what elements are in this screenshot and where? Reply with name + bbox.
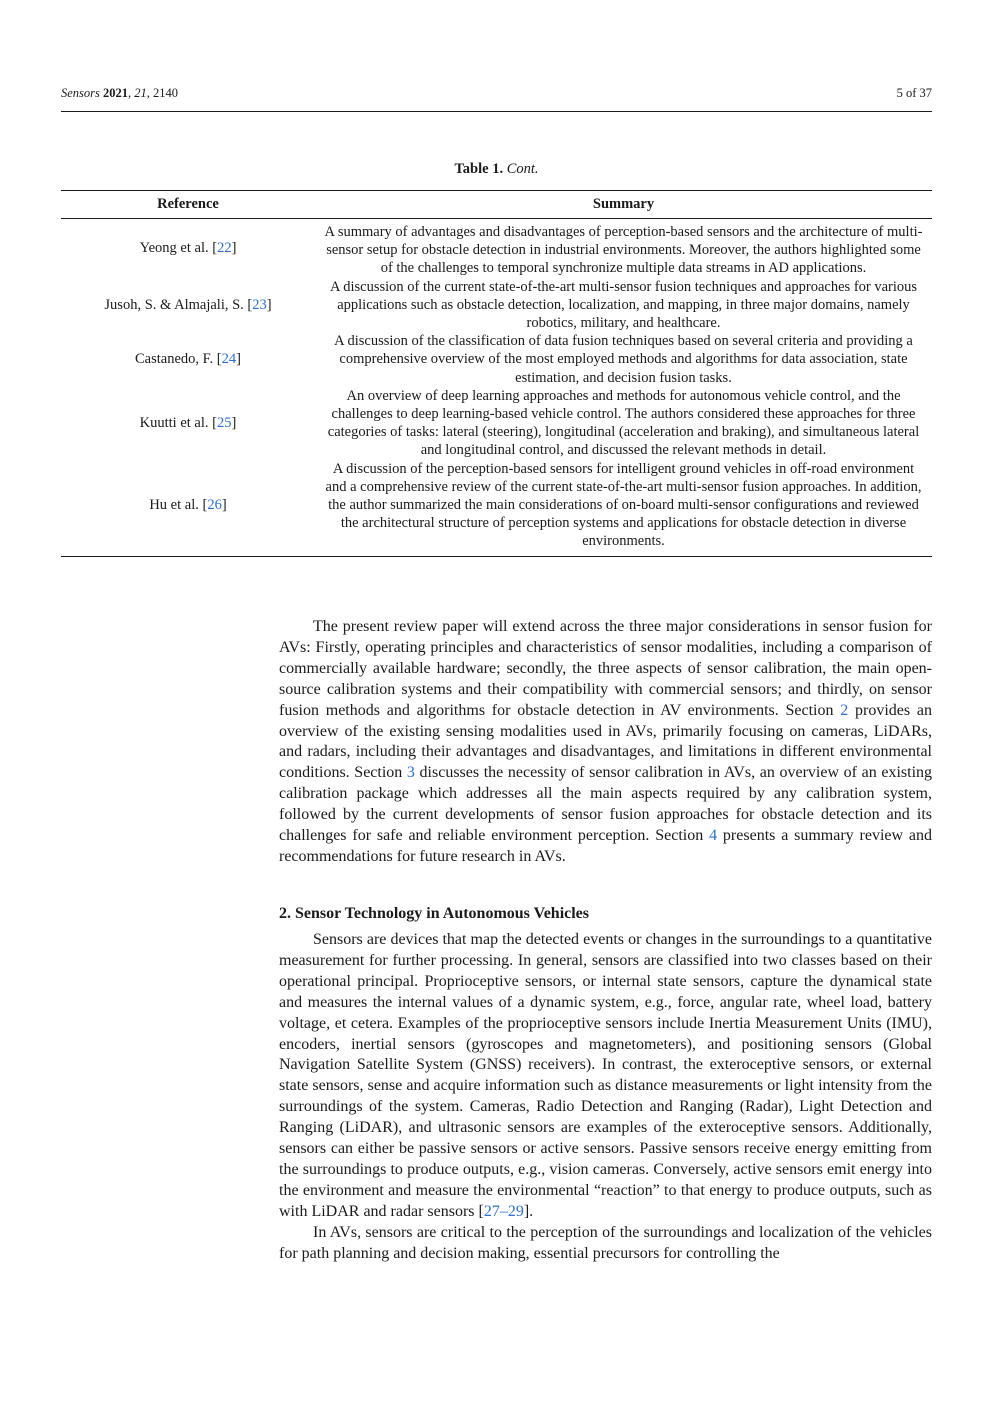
reference-cell: Jusoh, S. & Almajali, S. [23] bbox=[104, 296, 272, 313]
journal-name: Sensors bbox=[61, 86, 100, 100]
paragraph-text: Sensors are devices that map the detected events or changes in the surroundings to a quantitative measurement for further processing. In general, sensors are classified into two classes based on their operational principal. Proprioceptive sensors, or internal state sensors, capture the dynamical state and measures the internal values of a dynamic system, e.g., force, angular rate, wheel load, battery voltage, et cetera. Examples of the proprioceptive sensors include Inertia Measurement Units (IMU), encoders, inertial sensors (gyroscopes and magnetometers), and positioning sensors (Global Navigation Satellite System (GNSS) receivers). In contrast, the exteroceptive sensors, or external state sensors, sense and acquire information such as distance measurements or light intensity from the surroundings of the system. Cameras, Radio Detection and Ranging (Radar), Light Detection and Ranging (LiDAR), and ultrasonic sensors are examples of the exteroceptive sensors. Additionally, sensors can either be passive sensors or active sensors. Passive sensors receive energy emitting from the surroundings to produce outputs, e.g., vision cameras. Conversely, active sensors emit energy into the environment and measure the environmental “reaction” to that energy to produce outputs, such as with LiDAR and radar sensors [ bbox=[279, 931, 932, 1220]
reference-text: Yeong et al. [ bbox=[139, 240, 218, 257]
intro-text bbox=[279, 617, 932, 868]
intro-text-segment: presents a summary review and recommendations for future research in AVs. bbox=[279, 827, 932, 865]
reference-text: Jusoh, S. & Almajali, S. [ bbox=[104, 296, 253, 313]
section-link-4[interactable]: 4 bbox=[709, 827, 718, 845]
column-header-summary: Summary bbox=[315, 191, 932, 219]
citation-link[interactable]: 29 bbox=[507, 1202, 524, 1220]
section-link-3[interactable]: 3 bbox=[406, 764, 415, 782]
summary-cell: An overview of deep learning approaches and methods for autonomous vehicle control, and the challenges to deep learning-based vehicle control. The authors considered these approaches for three categories of tasks: lateral (steering), longitudinal (acceleration and braking), and simultaneous lateral and longitudinal control, and discussed the relevant methods in detail. bbox=[327, 387, 920, 459]
table-row bbox=[61, 219, 932, 278]
table-row bbox=[61, 460, 932, 557]
summary-cell: A discussion of the perception-based sensors for intelligent ground vehicles in off-road environment and a comprehensive review of the current state-of-the-art multi-sensor fusion approaches. In addition, the author summarized the main considerations of on-board multi-sensor configurations and reviewed the architectural structure of perception systems and applications for obstacle detection in diverse environments. bbox=[315, 460, 932, 557]
table-row bbox=[61, 332, 932, 387]
summary-cell: A discussion of the classification of data fusion techniques based on several criteria and providing a comprehensive overview of the most employed methods and algorithms for data association, state estimation, and decision fusion tasks. bbox=[334, 333, 913, 386]
summary-cell: A summary of advantages and disadvantages of perception-based sensors and the architecture of multi-sensor setup for obstacle detection in industrial environments. Moreover, the authors highlighted some of the challenges to temporal synchronize multiple data streams in AD applications. bbox=[324, 224, 923, 277]
reference-table bbox=[61, 190, 932, 557]
table-header-row bbox=[61, 191, 932, 219]
intro-text-segment: The present review paper will extend across the three major considerations in sensor fusion for AVs: Firstly, operating principles and characteristics of sensor modalities, including a comparison of commercially available hardware; secondly, the three aspects of sensor calibration, the main open-source calibration systems and their compatibility with commercial sensors; and thirdly, on sensor fusion methods and algorithms for obstacle detection in AV environments. Section bbox=[279, 618, 932, 719]
table-row bbox=[61, 278, 932, 333]
citation-link[interactable]: 24 bbox=[221, 351, 237, 368]
summary-cell: A discussion of the current state-of-the-art multi-sensor fusion techniques and approaches for various applications such as obstacle detection, localization, and mapping, in three major domains, namely robotics, military, and healthcare. bbox=[329, 278, 918, 332]
section-heading: 2. Sensor Technology in Autonomous Vehicles bbox=[279, 905, 590, 922]
article-number: 2140 bbox=[153, 86, 179, 100]
intro-text-segment: discusses the necessity of sensor calibration in AVs, an overview of an existing calibration package which addresses all the main aspects required by any calibration system, followed by the current developments of sensor fusion approaches for obstacle detection and its challenges for safe and reliable environment perception. Section bbox=[279, 764, 933, 845]
citation-link[interactable]: 22 bbox=[217, 240, 232, 257]
intro-text-segment: provides an overview of the existing sensing modalities used in AVs, primarily focusing on cameras, LiDARs, and radars, including their advantages and disadvantages, and limitations in different environmental conditions. Section bbox=[279, 701, 932, 782]
journal-citation: Sensors 2021, 21, 2140 bbox=[61, 86, 179, 100]
section-body bbox=[279, 930, 932, 1265]
header-divider bbox=[61, 111, 932, 112]
table-row bbox=[61, 387, 932, 460]
citation-link[interactable]: 25 bbox=[216, 415, 232, 432]
journal-year: 2021 bbox=[103, 86, 129, 100]
avs-paragraph: In AVs, sensors are critical to the perception of the surroundings and localization of the vehicles for path planning and decision making, essential precursors for controlling the bbox=[279, 1223, 932, 1262]
intro-paragraph bbox=[279, 617, 932, 868]
citation-dash: – bbox=[499, 1202, 508, 1220]
section-link-2[interactable]: 2 bbox=[840, 701, 849, 719]
sensors-paragraph bbox=[279, 930, 932, 1223]
table-caption-label: Table 1. bbox=[454, 161, 504, 177]
page-number: 5 of 37 bbox=[896, 86, 932, 100]
reference-cell: Castanedo, F. [24] bbox=[135, 351, 241, 368]
reference-cell: Hu et al. [26] bbox=[61, 460, 315, 557]
table-caption bbox=[61, 161, 932, 178]
column-header-reference: Reference bbox=[61, 191, 315, 219]
table-caption-text: Cont. bbox=[506, 161, 539, 177]
reference-cell: Yeong et al. [22] bbox=[139, 240, 237, 257]
journal-volume: 21 bbox=[134, 86, 147, 100]
reference-text: Hu et al. [ bbox=[149, 497, 208, 514]
citation-link[interactable]: 23 bbox=[252, 296, 267, 313]
citation-close: ]. bbox=[523, 1202, 534, 1220]
reference-text: Castanedo, F. [ bbox=[135, 351, 222, 368]
reference-cell: Kuutti et al. [25] bbox=[139, 415, 237, 432]
citation-link[interactable]: 26 bbox=[207, 497, 222, 514]
reference-text: Kuutti et al. [ bbox=[139, 415, 217, 432]
citation-link[interactable]: 27 bbox=[483, 1202, 500, 1220]
